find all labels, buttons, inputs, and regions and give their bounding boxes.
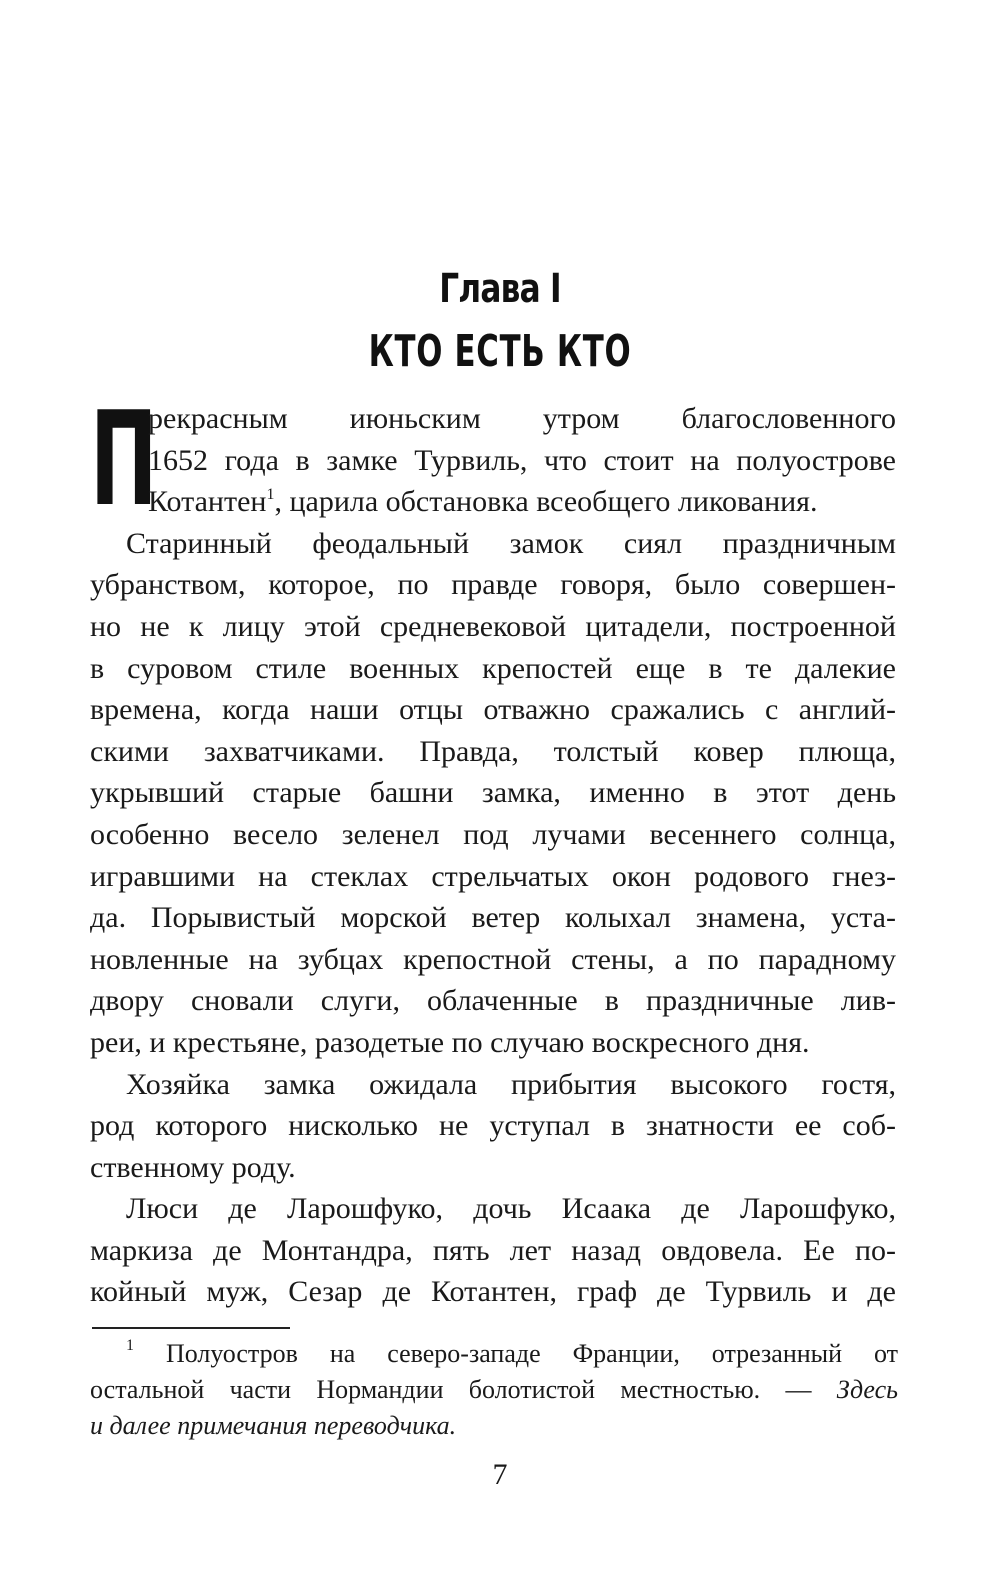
text-line: Старинный феодальный замок сиял праздничным [126,526,896,560]
text-line: убранством, которое, по правде говоря, было совершен- [90,568,896,602]
text-line: рекрасным июньским утром благословенного [148,402,896,435]
footnote [90,1336,898,1444]
text-line: маркиза де Монтандра, пять лет назад овдовела. Ее по- [90,1233,896,1267]
text-line: но не к лицу этой средневековой цитадели, построенной [90,609,896,643]
text-line: ственному роду. [90,1150,296,1184]
text-line: койный муж, Сезар де Котантен, граф де Турвиль и де [90,1275,896,1309]
text-line: реи, и крестьяне, разодетые по случаю воскресного дня. [90,1025,810,1059]
text-line: двору сновали слуги, облаченные в праздничные лив- [90,984,896,1018]
text-line: в суровом стиле военных крепостей еще в те далекие [90,651,896,685]
text-line: игравшими на стеклах стрельчатых окон родового гнез- [90,859,896,893]
footnote-divider [92,1327,290,1329]
text-line: 1652 года в замке Турвиль, что стоит на полуострове [148,443,896,477]
page-number: 7 [492,1458,508,1491]
text-line: род которого нисколько не уступал в знатности ее соб- [90,1109,896,1143]
text-line: скими захватчиками. Правда, толстый ковер плюща, [90,734,896,768]
body-text [90,383,896,1313]
text-line: да. Порывистый морской ветер колыхал знамена, уста- [90,901,896,935]
footnote-reference[interactable]: 1 [266,486,275,504]
chapter-number: Глава I [439,266,561,312]
drop-cap: П [90,383,158,535]
chapter-title: КТО ЕСТЬ КТО [368,326,632,377]
text-line: времена, когда наши отцы отважно сражались с англий- [90,693,896,727]
footnote-line: остальной части Нормандии болотистой местностью. — Здесь [90,1375,898,1404]
footnote-line: и далее примечания переводчика. [90,1411,457,1440]
footnote-line: $^1$ Полуостров на северо-западе Франции, отрезанный от [126,1337,898,1368]
text-line: Хозяйка замка ожидала прибытия высокого гостя, [126,1067,896,1101]
text-line: особенно весело зеленел под лучами весеннего солнца, [90,817,896,851]
text-line: укрывший старые башни замка, именно в этот день [90,776,896,810]
text-line: Люси де Ларошфуко, дочь Исаака де Ларошфуко, [126,1192,896,1226]
footnote-mark: 1 [126,1337,134,1354]
text-line: Котантен$^1$, царила обстановка всеобщего ликования. [148,485,818,519]
text-line: новленные на зубцах крепостной стены, а по парадному [90,942,896,976]
